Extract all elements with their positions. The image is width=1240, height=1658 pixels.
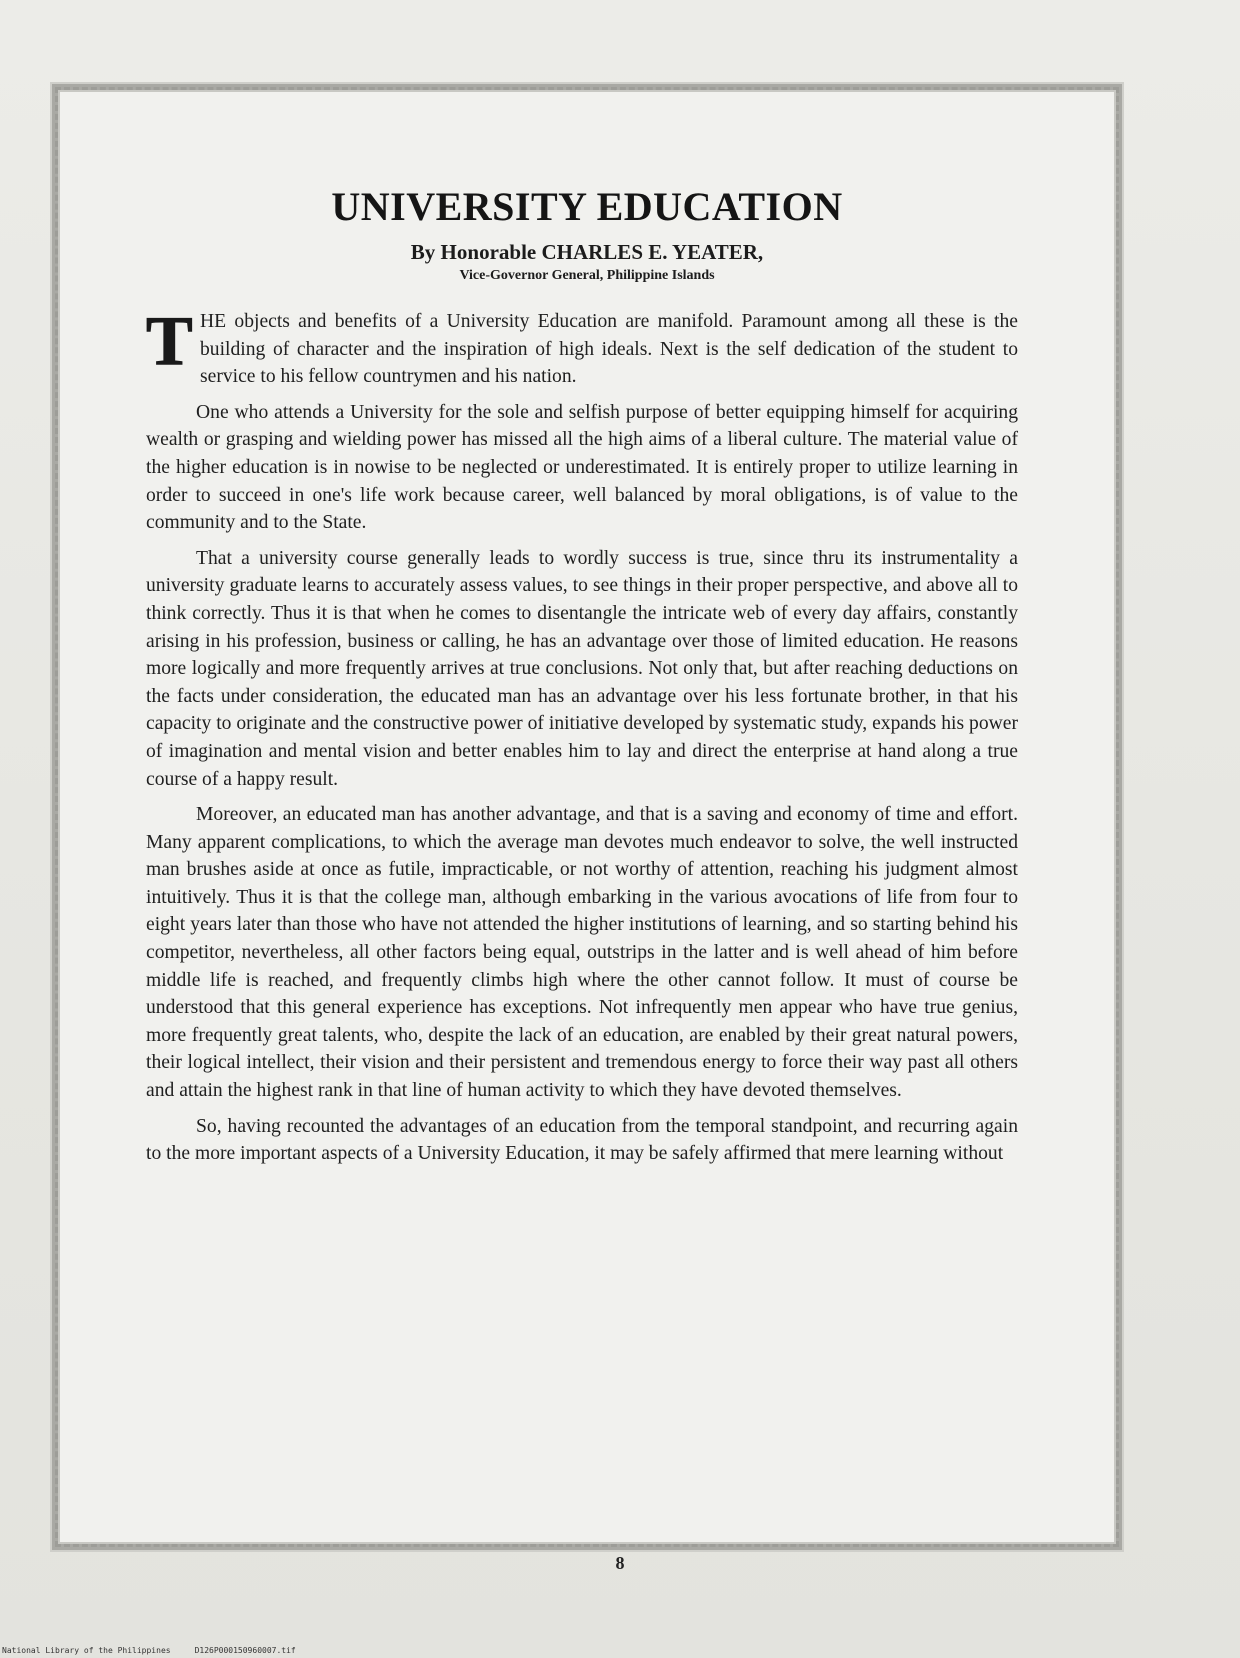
paragraph-3: That a university course generally leads to wordly success is true, since thru its instrumentality a university graduate learns to accurately assess values, to see things in their proper perspective, and above all to think correctly. Thus it is that when he comes to disentangle the intricate web of every day affairs, constantly arising in his profession, business or calling, he has an advantage over those of limited education. He reasons more logically and more frequently arrives at true conclusions. Not only that, but after reaching deductions on the facts under consideration, the educated man has an advantage over his less fortunate brother, in that his capacity to originate and the constructive power of initiative developed by systematic study, expands his power of imagination and mental vision and better enables him to lay and direct the enterprise at hand along a true course of a happy result. <box>146 547 1018 790</box>
paragraph-5: So, having recounted the advantages of an education from the temporal standpoint, and recurring again to the more important aspects of a University Education, it may be safely affirmed that mere learning without <box>146 1115 1018 1165</box>
paragraph-1-text: HE objects and benefits of a University Education are manifold. Paramount among all these is the building of character and the inspiration of high ideals. Next is the self dedication of the student to service to his fellow countrymen and his nation. <box>200 311 1018 388</box>
paragraph-2: One who attends a University for the sole and selfish purpose of better equipping himself for acquiring wealth or grasping and wielding power has missed all the high aims of a liberal culture. The material value of the higher education is in nowise to be neglected or underestimated. It is entirely proper to utilize learning in order to succeed in one's life work because career, well balanced by moral obligations, is of value to the community and to the State. <box>146 401 1018 534</box>
paragraph-1 <box>146 303 1018 391</box>
library-credit: National Library of the Philippines <box>2 1646 171 1655</box>
article-body <box>146 303 1018 1176</box>
page-number: 8 <box>615 1553 625 1573</box>
article-title: UNIVERSITY EDUCATION <box>331 183 843 229</box>
drop-cap: T <box>146 303 193 380</box>
paragraph-4: Moreover, an educated man has another advantage, and that is a saving and economy of time and effort. Many apparent complications, to which the average man devotes much endeavor to solve, the well instructed man brushes aside at once as futile, impracticable, or not worthy of attention, reaching his judgment almost intuitively. Thus it is that the college man, although embarking in the various avocations of life from four to eight years later than those who have not attended the higher institutions of learning, and so starting behind his competitor, nevertheless, all other factors being equal, outstrips in the latter and is well ahead of him before middle life is reached, and frequently climbs high where the other cannot follow. It must of course be understood that this general experience has exceptions. Not infrequently men appear who have true genius, more frequently great talents, who, despite the lack of an education, are enabled by their great natural powers, their logical intellect, their vision and their persistent and tremendous energy to force their way past all others and attain the highest rank in that line of human activity to which they have devoted themselves. <box>146 804 1018 1102</box>
article-byline: By Honorable CHARLES E. YEATER, <box>410 240 764 264</box>
file-identifier: D126P000150960007.tif <box>194 1646 296 1655</box>
scan-credit-footer <box>2 1646 296 1655</box>
page-border-frame <box>52 84 1122 1550</box>
author-title: Vice-Governor General, Philippine Islands <box>459 268 715 283</box>
